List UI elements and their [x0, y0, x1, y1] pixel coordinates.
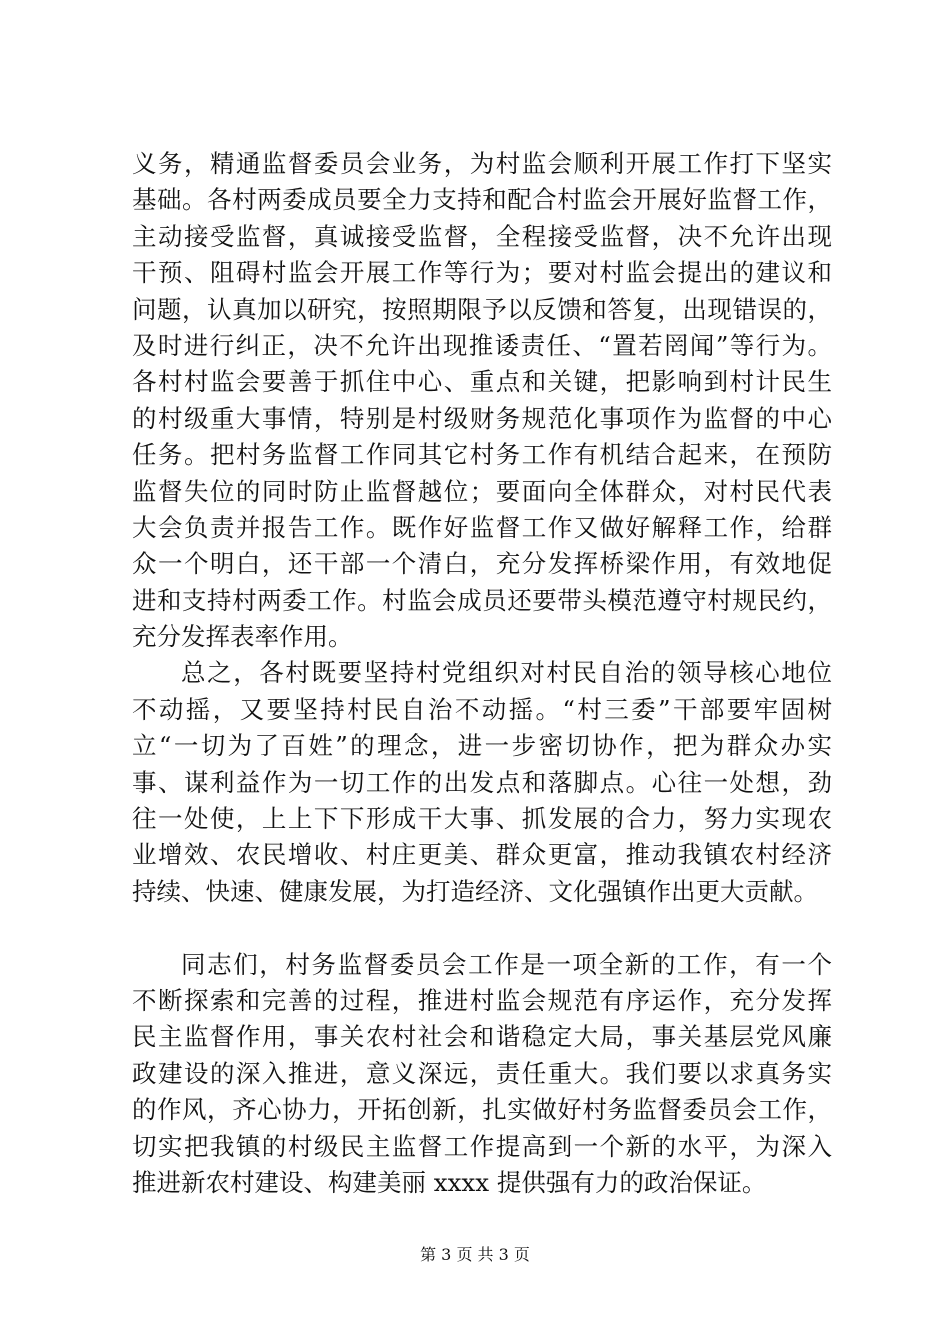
text-line: 事、谋利益作为一切工作的出发点和落脚点。心往一处想，劲: [132, 767, 832, 797]
text-line: 基础。各村两委成员要全力支持和配合村监会开展好监督工作，: [132, 185, 832, 215]
text-line: 不断探索和完善的过程，推进村监会规范有序运作，充分发挥: [132, 985, 832, 1015]
text-line: 推进新农村建设、构建美丽 xxxx 提供强有力的政治保证。: [132, 1167, 767, 1197]
text-line: 业增效、农民增收、村庄更美、群众更富，推动我镇农村经济: [132, 840, 832, 870]
text-line: 的作风，齐心协力，开拓创新，扎实做好村务监督委员会工作，: [132, 1095, 832, 1125]
text-line: 立“一切为了百姓”的理念，进一步密切协作，把为群众办实: [132, 731, 832, 761]
text-line: 大会负责并报告工作。既作好监督工作又做好解释工作，给群: [132, 512, 832, 542]
text-line: 任务。把村务监督工作同其它村务工作有机结合起来，在预防: [132, 440, 832, 470]
page-footer: 第 3 页 共 3 页: [420, 1245, 530, 1264]
text-line: 政建设的深入推进，意义深远，责任重大。我们要以求真务实: [132, 1058, 832, 1088]
paragraph-gap: [132, 910, 832, 946]
paragraph-2: [132, 655, 832, 910]
text-line: 问题，认真加以研究，按照期限予以反馈和答复，出现错误的，: [132, 294, 832, 324]
text-line: 民主监督作用，事关农村社会和谐稳定大局，事关基层党风廉: [132, 1022, 832, 1052]
paragraph-3: [132, 947, 832, 1202]
text-line: 众一个明白，还干部一个清白，充分发挥桥梁作用，有效地促: [132, 549, 832, 579]
text-line: 义务，精通监督委员会业务，为村监会顺利开展工作打下坚实: [132, 149, 832, 178]
text-line: 进和支持村两委工作。村监会成员还要带头模范遵守村规民约，: [132, 585, 832, 615]
text-line: 充分发挥表率作用。: [132, 622, 353, 652]
text-line: 不动摇，又要坚持村民自治不动摇。“村三委”干部要牢固树: [132, 694, 832, 724]
document-body: [132, 146, 832, 1201]
text-line: 持续、快速、健康发展，为打造经济、文化强镇作出更大贡献。: [132, 876, 818, 906]
text-line: 各村村监会要善于抓住中心、重点和关键，把影响到村计民生: [132, 367, 832, 397]
paragraph-1: [132, 146, 832, 655]
text-line: 同志们，村务监督委员会工作是一项全新的工作，有一个: [181, 949, 832, 979]
text-line: 的村级重大事情，特别是村级财务规范化事项作为监督的中心: [132, 403, 832, 433]
text-line: 干预、阻碍村监会开展工作等行为；要对村监会提出的建议和: [132, 258, 832, 288]
text-line: 监督失位的同时防止监督越位；要面向全体群众，对村民代表: [132, 476, 832, 506]
text-line: 往一处使，上上下下形成干大事、抓发展的合力，努力实现农: [132, 804, 832, 834]
text-line: 总之，各村既要坚持村党组织对村民自治的领导核心地位: [181, 658, 832, 688]
text-line: 切实把我镇的村级民主监督工作提高到一个新的水平，为深入: [132, 1131, 832, 1161]
text-line: 及时进行纠正，决不允许出现推诿责任、“置若罔闻”等行为。: [132, 330, 832, 360]
text-line: 主动接受监督，真诚接受监督，全程接受监督，决不允许出现: [132, 221, 832, 251]
